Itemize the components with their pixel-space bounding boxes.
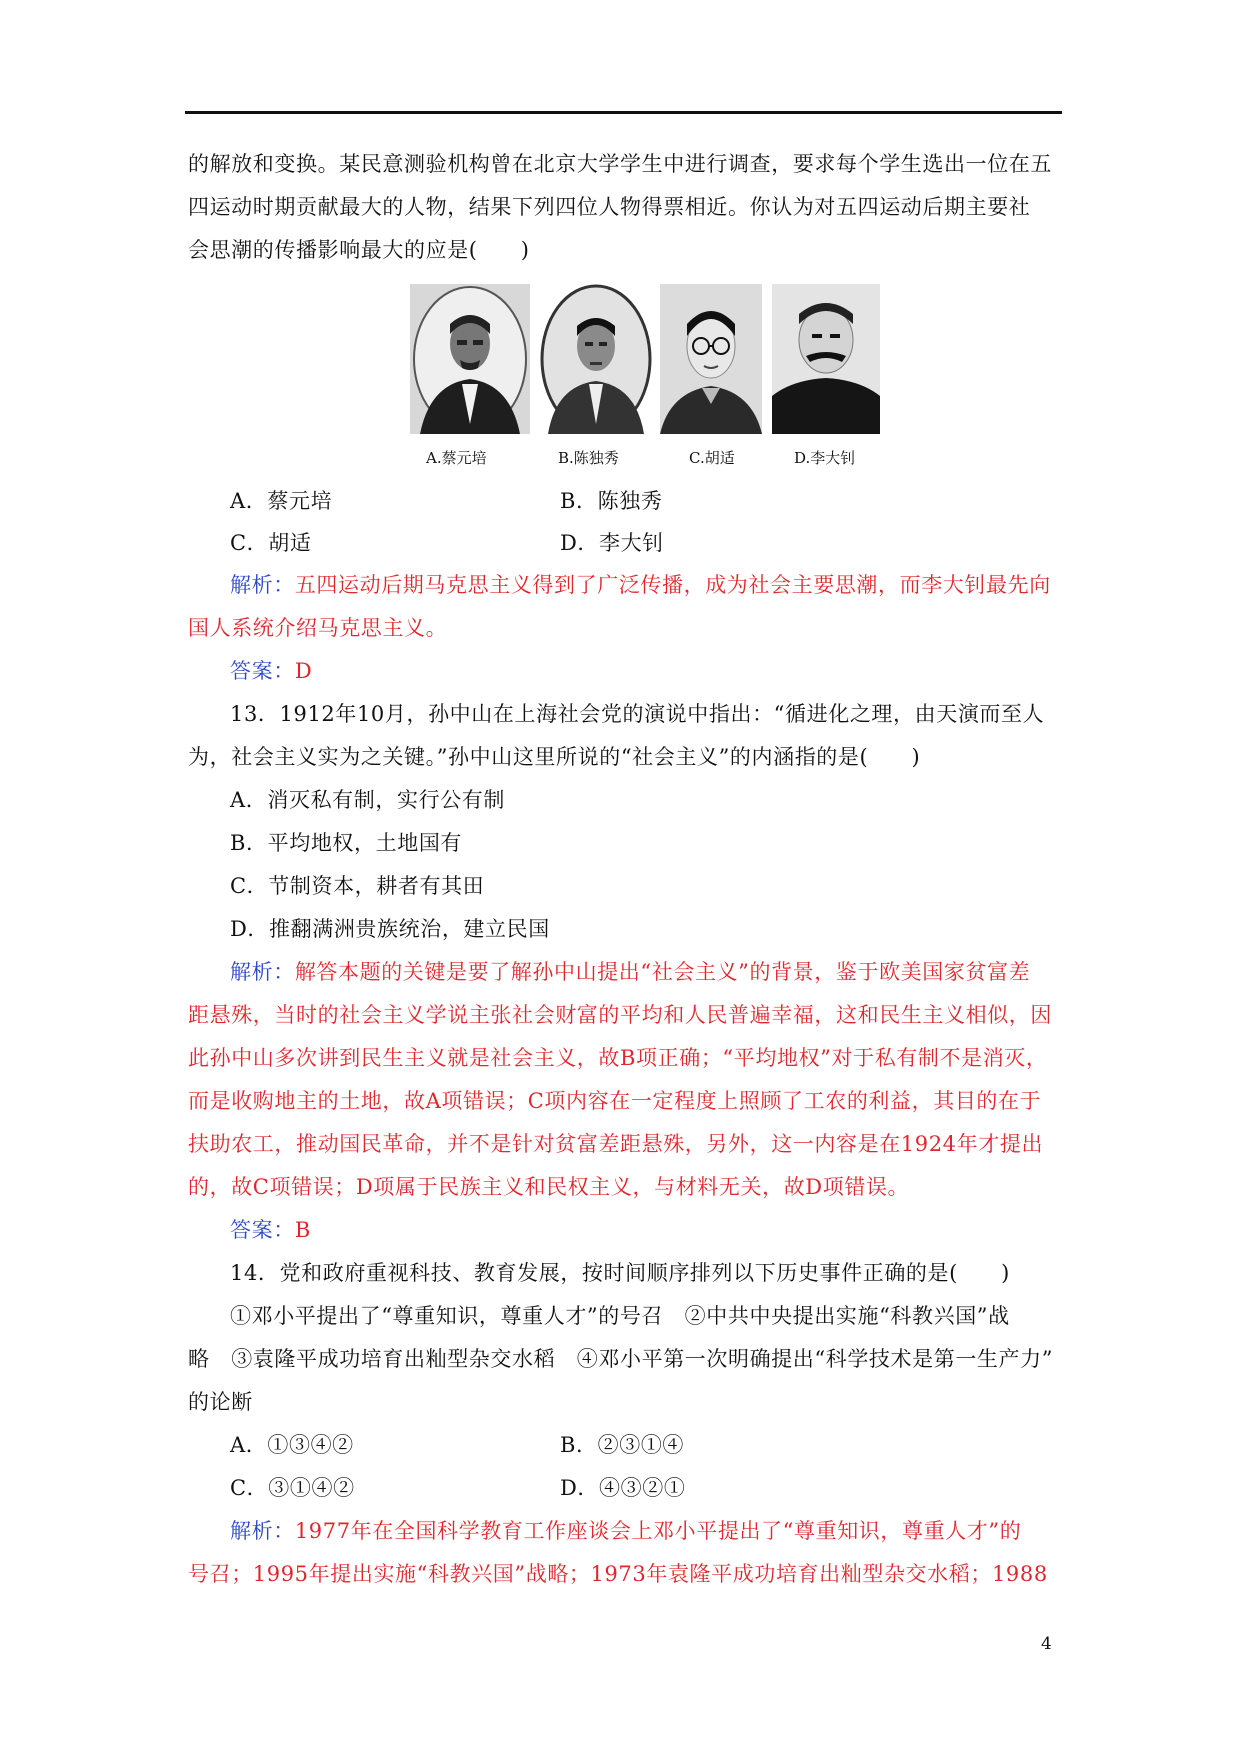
option-b: B．陈独秀 [560,489,663,513]
portrait-li-dazhao [772,284,880,434]
figure-caption-a: A.蔡元培 [426,449,487,467]
answer-label: 答案： [230,659,295,683]
analysis-line: 1977年在全国科学教育工作座谈会上邓小平提出了“尊重知识，尊重人才”的 [294,1519,1022,1543]
analysis-label: 解析： [230,1519,295,1543]
question-stem: 略 ③袁隆平成功培育出籼型杂交水稻 ④邓小平第一次明确提出“科学技术是第一生产力” [188,1347,1054,1371]
option-row [230,1431,685,1459]
question-stem: 14．党和政府重视科技、教育发展，按时间顺序排列以下历史事件正确的是( ) [230,1261,1010,1285]
question-stem: 的论断 [188,1390,253,1414]
portrait-hu-shi [660,284,762,434]
figure-caption-b: B.陈独秀 [558,449,619,467]
question-stem-end: 会思潮的传播影响最大的应是( ) [188,238,530,262]
analysis-line: 此孙中山多次讲到民生主义就是社会主义，故B项正确；“平均地权”对于私有制不是消灭， [188,1046,1048,1070]
header-rule [185,111,1062,114]
analysis-line: 国人系统介绍马克思主义。 [188,616,448,640]
option-b: B．平均地权，土地国有 [230,831,463,855]
portraits-figure [410,284,880,434]
option-a: A．①③④② [230,1433,354,1457]
answer-value: B [294,1218,311,1242]
figure-caption-d: D.李大钊 [794,449,856,467]
portrait-cai-yuanpei [410,284,530,434]
analysis-line: 距悬殊，当时的社会主义学说主张社会财富的平均和人民普遍幸福，这和民生主义相似，因 [188,1003,1052,1027]
analysis-label: 解析： [230,573,295,597]
analysis-line: 号召；1995年提出实施“科教兴国”战略；1973年袁隆平成功培育出籼型杂交水稻；1988 [188,1562,1048,1586]
option-c: C．③①④② [230,1476,355,1500]
text-line: 四运动时期贡献最大的人物，结果下列四位人物得票相近。你认为对五四运动后期主要社 [188,195,1031,219]
answer-label: 答案： [230,1218,295,1242]
question-stem: ①邓小平提出了“尊重知识，尊重人才”的号召 ②中共中央提出实施“科教兴国”战 [230,1304,1010,1328]
option-b: B．②③①④ [560,1433,685,1457]
answer-line [230,1216,311,1244]
option-row [230,529,664,557]
option-row [230,1474,686,1502]
analysis-line: 的，故C项错误；D项属于民族主义和民权主义，与材料无关，故D项错误。 [188,1175,910,1199]
analysis-text [230,571,1051,599]
analysis-text [230,1517,1021,1545]
option-a: A．消灭私有制，实行公有制 [230,788,505,812]
option-c: C．节制资本，耕者有其田 [230,874,485,898]
option-a: A．蔡元培 [230,489,333,513]
page-number: 4 [1041,1634,1052,1654]
answer-line [230,657,312,685]
portrait-chen-duxiu [540,284,652,434]
analysis-line: 五四运动后期马克思主义得到了广泛传播，成为社会主要思潮，而李大钊最先向 [294,573,1051,597]
option-d: D．李大钊 [560,531,664,555]
analysis-text [230,958,1030,986]
analysis-label: 解析： [230,960,295,984]
question-stem: 为，社会主义实为之关键。”孙中山这里所说的“社会主义”的内涵指的是( ) [188,745,921,769]
figure-caption-c: C.胡适 [689,449,735,467]
option-c: C．胡适 [230,531,312,555]
analysis-line: 解答本题的关键是要了解孙中山提出“社会主义”的背景，鉴于欧美国家贫富差 [294,960,1031,984]
text-line: 的解放和变换。某民意测验机构曾在北京大学学生中进行调查，要求每个学生选出一位在五 [188,152,1052,176]
option-d: D．④③②① [560,1476,686,1500]
option-d: D．推翻满洲贵族统治，建立民国 [230,917,550,941]
option-row [230,487,663,515]
answer-value: D [294,659,313,683]
question-stem: 13．1912年10月，孙中山在上海社会党的演说中指出：“循进化之理，由天演而至人 [230,702,1045,726]
analysis-line: 而是收购地主的土地，故A项错误；C项内容在一定程度上照顾了工农的利益，其目的在于 [188,1089,1042,1113]
analysis-line: 扶助农工，推动国民革命，并不是针对贫富差距悬殊，另外，这一内容是在1924年才提出 [188,1132,1044,1156]
